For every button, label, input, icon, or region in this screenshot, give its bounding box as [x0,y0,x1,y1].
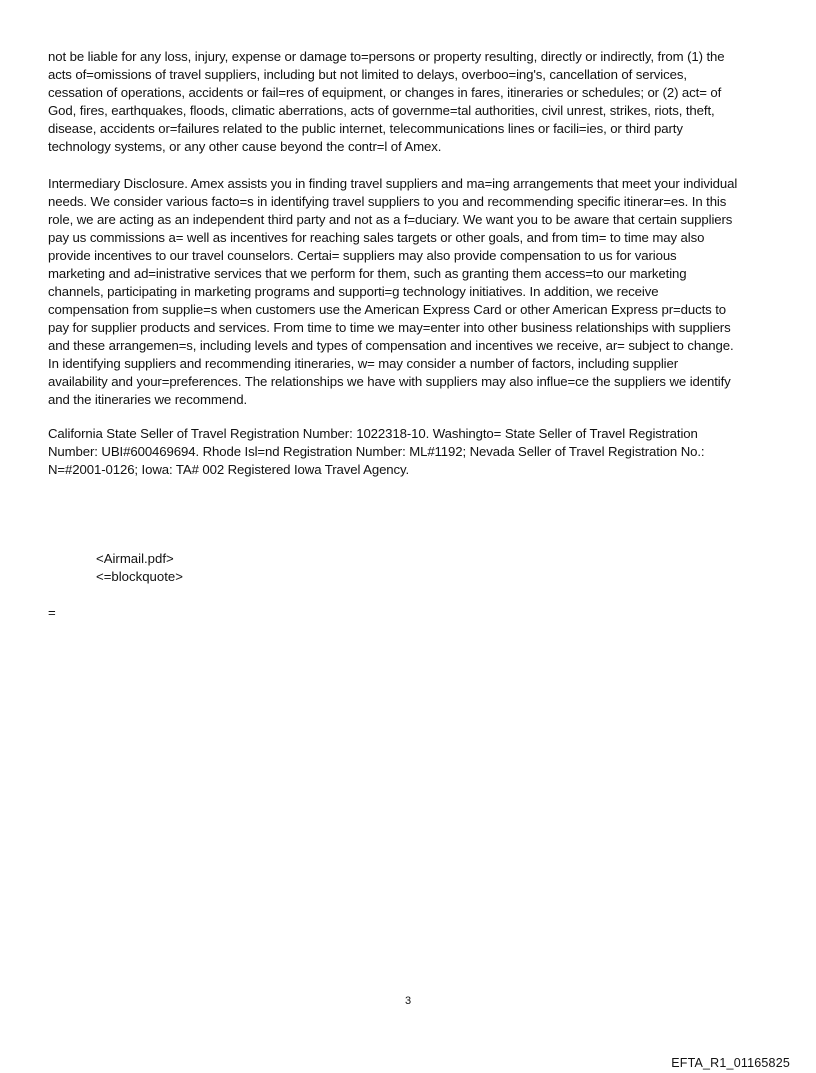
text-line: Number: UBI#600469694. Rhode Isl=nd Registration Number: ML#1192; Nevada Seller of Travel Registration No.: [48,444,705,459]
text-line: provide incentives to our travel counselors. Certai= suppliers may also provide compensation to us for various [48,248,677,263]
text-line: compensation from supplie=s when customers use the American Express Card or other American Express pr=ducts to [48,302,727,317]
text-line: channels, participating in marketing programs and supporti=g technology initiatives. In addition, we receive [48,284,659,299]
text-line: cessation of operations, accidents or fail=res of equipment, or changes in fares, itineraries or schedules; or (2) act= of [48,85,722,100]
text-line: pay for supplier products and services. From time to time we may=enter into other business relationships with suppliers [48,320,731,335]
text-line: and these arrangemen=s, including levels and types of compensation and incentives we receive, ar= subject to change. [48,338,734,353]
text-line: needs. We consider various facto=s in identifying travel suppliers to you and recommending specific itinerar=es. In this [48,194,727,209]
intermediary-disclosure-paragraph [48,175,770,409]
text-line: Intermediary Disclosure. Amex assists you in finding travel suppliers and ma=ing arrangements that meet your individual [48,176,738,191]
text-line: technology systems, or any other cause beyond the contr=l of Amex. [48,139,442,154]
liability-paragraph [48,48,770,156]
text-line: not be liable for any loss, injury, expense or damage to=persons or property resulting, directly or indirectly, from (1) the [48,49,725,64]
attachment-filename: <Airmail.pdf> [96,551,174,566]
trailing-mark: = [48,605,56,620]
text-line: pay us commissions a= well as incentives for reaching sales targets or other goals, and from tim= to time may also [48,230,705,245]
text-line: availability and your=preferences. The relationships we have with suppliers may also influe=ce the suppliers we identify [48,374,731,389]
page-number: 3 [404,995,412,1007]
text-line: God, fires, earthquakes, floods, climatic aberrations, acts of governme=tal authorities, civil unrest, strikes, riots, theft, [48,103,715,118]
text-line: California State Seller of Travel Registration Number: 1022318-10. Washingto= State Seller of Travel Registration [48,426,698,441]
text-line: role, we are acting as an independent third party and not as a f=duciary. We want you to be aware that certain suppliers [48,212,733,227]
text-line: and the itineraries we recommend. [48,392,248,407]
registration-paragraph [48,425,770,479]
text-line: In identifying suppliers and recommending itineraries, w= may consider a number of factors, including supplier [48,356,679,371]
text-line: marketing and ad=inistrative services that we perform for them, such as granting them access=to our marketing [48,266,687,281]
blockquote-marker: <=blockquote> [96,569,183,584]
text-line: N=#2001-0126; Iowa: TA# 002 Registered Iowa Travel Agency. [48,462,410,477]
document-id: EFTA_R1_01165825 [671,1056,790,1070]
attachment-block [96,550,183,586]
text-line: disease, accidents or=failures related to the public internet, telecommunications lines or facili=ies, or third party [48,121,683,136]
text-line: acts of=omissions of travel suppliers, including but not limited to delays, overboo=ing's, cancellation of services, [48,67,687,82]
